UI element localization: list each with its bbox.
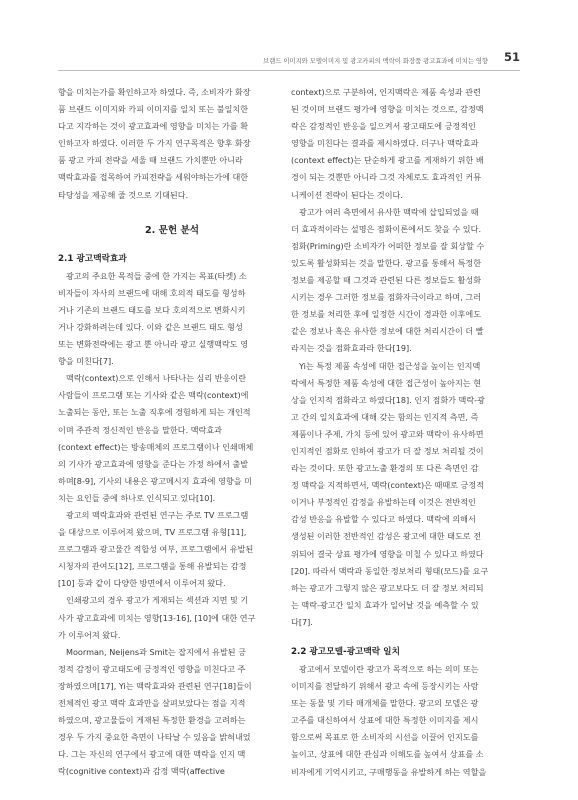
intro-paragraph: 향을 미치는가를 확인하고자 하였다. 즉, 소비자가 화장 품 브랜드 이미지와 카피 이미지를 일치 또는 불일치한 다고 지각하는 것이 광고효과에 영향을 미치는 가를 확 인하고자 하였다. 이러한 두 가지 연구목적은 향후 화장 품 광고 카피 전략을 세울 때 브랜드 가치뿐만 아니라 맥락효과를 접목하여 카피전략을 세워야하는가에 대한 타당성을 제공해 줄 것으로 기대된다. [58,87,251,200]
body-paragraph: 맥락(context)으로 인해서 나타나는 심리 반응이란 사람들이 프로그램 또는 기사와 같은 맥락(context)에 노출되는 동안, 또는 노출 직후에 경험하게 되는 개인적 이며 주관적 정신적인 반응을 말한다. 맥락효과 (context effect)는 방송매체의 프로그램이나 인쇄매체 의 기사가 광고효과에 영향을 준다는 가정 하에서 출발 하며[8-9], 기사의 내용은 광고메시지 효과에 영향을 미 치는 요인들 중에 하나로 인식되고 있다[10]. [58,373,254,503]
subsection-heading: 2.1 광고맥락효과 [58,253,127,264]
running-title: 브랜드 이미지와 모델이미지 및 광고카피의 맥락이 화장품 광고효과에 미치는 영향 [263,58,488,65]
left-column [58,84,286,780]
body-paragraph: 인쇄광고의 경우 광고가 게재되는 섹션과 지면 및 기 사가 광고효과에 미치는 영향[13-16], [10]에 대한 연구 가 이루어져 왔다. [58,595,256,640]
body-paragraph: Yi는 특정 제품 속성에 대한 접근성을 높이는 인지맥 락에서 특정한 제품 속성에 대한 접근성이 높아지는 현 상을 인지적 점화라고 하였다[18]. 인지 점화가 맥락-광 고 간의 일치효과에 대해 갖는 함의는 인지적 측면, 즉 제품이나 주제, 가치 등에 있어 광고와 맥락이 유사하면 인지적인 점화로 인하여 광고가 더 잘 정보 처리될 것이 라는 것이다. 또한 광고노출 환경의 또 다른 측면인 감 정 맥락을 지적하면서, 맥락(context)은 때때로 긍정적 이거나 부정적인 감정을 유발하는데 이것은 전반적인 감성 반응을 유발할 수 있다고 하였다. 맥락에 의해서 생성된 이러한 전반적인 감성은 광고에 대한 태도로 전 위되어 결국 상표 평가에 영향을 미칠 수 있다고 하였다 [20]. 따라서 맥락과 동일한 정보처리 형태(모드)를 요구 하는 광고가 그렇지 않은 광고보다도 더 잘 정보 처리되 는 맥락-광고간 일치 효과가 일어날 것을 예측할 수 있 다[7]. [291,360,489,627]
running-header [58,46,520,71]
body-paragraph: Moorman, Neijens과 Smit는 잡지에서 유발된 긍 정적 감정이 광고태도에 긍정적인 영향을 미친다고 주 장하였으며[17], Yi는 맥락효과와 관련된 연구[18]들이 전체적인 광고 맥락 효과만을 살펴보았다는 점을 지적 하였으며, 광고물들이 게재된 특정한 환경을 고려하는 경우 두 가지 중요한 측면이 나타날 수 있음을 밝혀내었 다. 그는 자신의 연구에서 광고에 대한 맥락을 인지 맥 락(cognitive context)과 감정 맥락(affective [58,646,252,777]
body-paragraph: context)으로 구분하여, 인지맥락은 제품 속성과 관련 된 것이며 브랜드 평가에 영향을 미치는 것으로, 감정맥 락은 감정적인 반응을 일으켜서 광고태도에 긍정적인 영향을 미친다는 결과를 제시하였다. 더구나 맥락효과 (context effect)는 단순하게 광고를 게재하기 위한 배 경이 되는 것뿐만 아니라 그것 자체로도 효과적인 커뮤 니케이션 전략이 된다는 것이다. [291,87,484,200]
subsection-heading: 2.2 광고모델-광고맥락 일치 [291,647,400,657]
body-paragraph: 광고가 여러 측면에서 유사한 맥락에 삽입되었을 때 더 효과적이라는 설명은 점화이론에서도 찾을 수 있다. 점화(Priming)란 소비자가 어떠한 정보를 잘 회상할 수 있도록 활성화되는 것을 말한다. 광고를 통해서 특정한 정보를 제공할 때 그것과 관련된 다른 정보들도 활성화 시키는 경우 그러한 정보를 점화자극이라고 하며, 그러 한 정보를 처리한 후에 일정한 시간이 경과한 이후에도 같은 정보나 혹은 유사한 정보에 대한 처리시간이 더 빨 라지는 것을 점화효과라 한다[19]. [291,206,485,354]
page-number: 51 [503,50,520,64]
body-paragraph: 광고의 맥락효과와 관련된 연구는 주로 TV 프로그램 을 대상으로 이루어져 왔으며, TV 프로그램 유형[11], 프로그램과 광고물간 적합성 여부, 프로그램에서 유발된 시청자의 관여도[12], 프로그램을 통해 유발되는 감정 [10] 등과 같이 다양한 방면에서 이루어져 왔다. [58,509,254,589]
body-paragraph: 광고의 주요한 목적들 중에 한 가지는 목표(타켓) 소 비자들이 자사의 브랜드에 대해 호의적 태도를 형성하 거나 기존의 브랜드 태도를 보다 호의적으로 변화시키 거나 강화하려는데 있다. 이와 같은 브랜드 태도 형성 또는 변화전략에는 광고 뿐 아니라 광고 실행맥락도 영 향을 미친다[7]. [58,270,249,367]
section-heading: 2. 문헌 분석 [144,224,200,236]
body-paragraph: 광고에서 모델이란 광고가 목적으로 하는 의미 또는 이미지를 전달하기 위해서 광고 속에 등장시키는 사람 또는 동물 및 기타 매개체를 말한다. 광고의 모델은 광 고주를 대신하여서 상표에 대한 특정한 이미지를 제시 함으로써 목표로 한 소비자의 시선을 이끌어 인지도를 높이고, 상표에 대한 관심과 이해도를 높여서 상표를 소 비자에게 기억시키고, 구매행동을 유발하게 하는 역할을 [291,664,487,777]
right-column [291,84,519,781]
